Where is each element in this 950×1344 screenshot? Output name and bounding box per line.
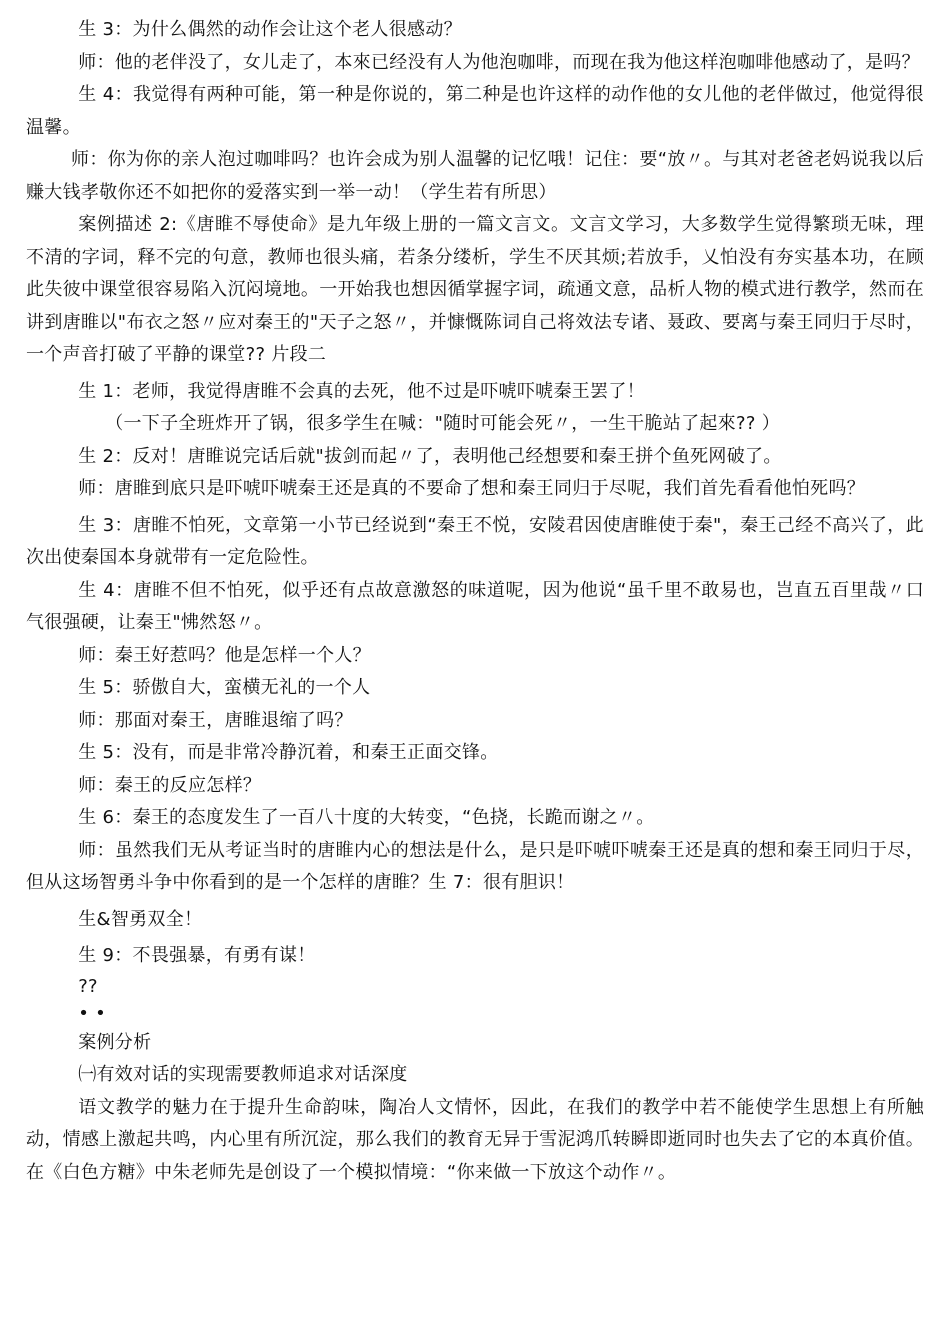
paragraph-analysis-body: 语文教学的魅力在于提升生命韵味，陶冶人文情怀，因此，在我们的教学中若不能使学生思想上有所触动，情感上激起共鸣，内心里有所沉淀，那么我们的教育无异于雪泥鸿爪转瞬即逝同时也失去了它的本真价值。在《白色方糖》中朱老师先是创设了一个模拟情境：“你来做一下放这个动作〃。 [26, 1096, 924, 1183]
paragraph-student1-tangju: 生 1：老师，我觉得唐睢不会真的去死，他不过是吓唬吓唬秦王罢了！ [78, 380, 645, 402]
paragraph-student3-question: 生 3：为什么偶然的动作会让这个老人很感动？ [78, 19, 462, 40]
paragraph-student5-calm: 生 5：没有，而是非常冷静沉着，和秦王正面交锋。 [78, 742, 499, 763]
paragraph-teacher-retreat: 师：那面对秦王，唐睢退缩了吗？ [78, 709, 353, 731]
paragraph-teacher-reaction: 师：秦王的反应怎样？ [78, 774, 262, 796]
paragraph-student9-fearless: 生 9：不畏强暴，有勇有谋！ [78, 945, 316, 966]
paragraph-student3-not-afraid: 生 3：唐睢不怕死，文章第一小节已经说到“秦王不悦，安陵君因使唐睢使于秦"，秦王己经不高兴了，此次出使秦国本身就带有一定危险性。 [26, 514, 924, 568]
paragraph-bullets: • • [78, 1002, 107, 1024]
paragraph-student4-provoke: 生 4：唐睢不但不怕死，似乎还有点故意激怒的味道呢，因为他说“虽千里不敢易也，岂直五百里哉〃口气很强硬，让秦王"怫然怒〃。 [26, 579, 924, 633]
paragraph-student4-answer: 生 4：我觉得有两种可能，第一种是你说的，第二种是也许这样的动作他的女儿他的老伴做过，他觉得很温馨。 [26, 84, 924, 138]
paragraph-teacher-what-kind: 师：虽然我们无从考证当时的唐睢内心的想法是什么，是只是吓唬吓唬秦王还是真的想和秦王同归于尽，但从这场智勇斗争中你看到的是一个怎样的唐睢？生 7：很有胆识！ [26, 839, 924, 893]
paragraph-teacher-afraid-of-death: 师：唐睢到底只是吓唬吓唬秦王还是真的不要命了想和秦王同归于尽呢，我们首先看看他怕死吗？ [78, 478, 866, 499]
paragraph-teacher-remember: 师：你为你的亲人泡过咖啡吗？也许会成为别人温馨的记忆哦！记住：要“放〃。与其对老爸老妈说我以后赚大钱孝敬你还不如把你的爱落实到一举一动！（学生若有所思） [26, 149, 924, 203]
paragraph-student6-turnaround: 生 6：秦王的态度发生了一百八十度的大转变，“色挠，长跪而谢之〃。 [78, 807, 655, 828]
paragraph-ellipsis: ?? [78, 975, 98, 997]
paragraph-student8-wise-brave: 生&智勇双全！ [78, 908, 203, 930]
subheading-dialogue-depth: ㈠有效对话的实现需要教师追求对话深度 [78, 1064, 408, 1085]
paragraph-student5-arrogant: 生 5：骄傲自大，蛮横无礼的一个人 [78, 677, 371, 698]
paragraph-student2-oppose: 生 2：反对！唐睢说完话后就"拔剑而起〃了，表明他己经想要和秦王拼个鱼死网破了。 [78, 445, 782, 467]
paragraph-case-description-2: 案例描述 2:《唐睢不辱使命》是九年级上册的一篇文言文。文言文学习，大多数学生觉得繁琐无味，理不清的字词，释不完的句意，教师也很头痛，若条分缕析，学生不厌其烦;若放手，乂怕没有夯实基本功，在顾此失彼中课堂很容易陷入沉闷境地。一开始我也想因循掌握字词，疏通文意，品析人物的模式进行教学，然而在讲到唐睢以"布衣之怒〃应对秦王的"天子之怒〃，并慷慨陈词自己将效法专诸、聂政、要离与秦王同归于尽时，一个声音打破了平静的课堂?? 片段二 [26, 214, 924, 365]
section-heading-case-analysis: 案例分析 [78, 1031, 152, 1053]
paragraph-teacher-coffee: 师：他的老伴没了，女儿走了，本來已经没有人为他泡咖啡，而现在我为他这样泡咖啡他感动了，是吗？ [78, 51, 920, 73]
paragraph-class-reaction: （一下子全班炸开了锅，很多学生在喊："随时可能会死〃，一生干脆站了起來?? ） [105, 413, 780, 434]
paragraph-teacher-king-of-qin: 师：秦王好惹吗？他是怎样一个人？ [78, 644, 371, 666]
